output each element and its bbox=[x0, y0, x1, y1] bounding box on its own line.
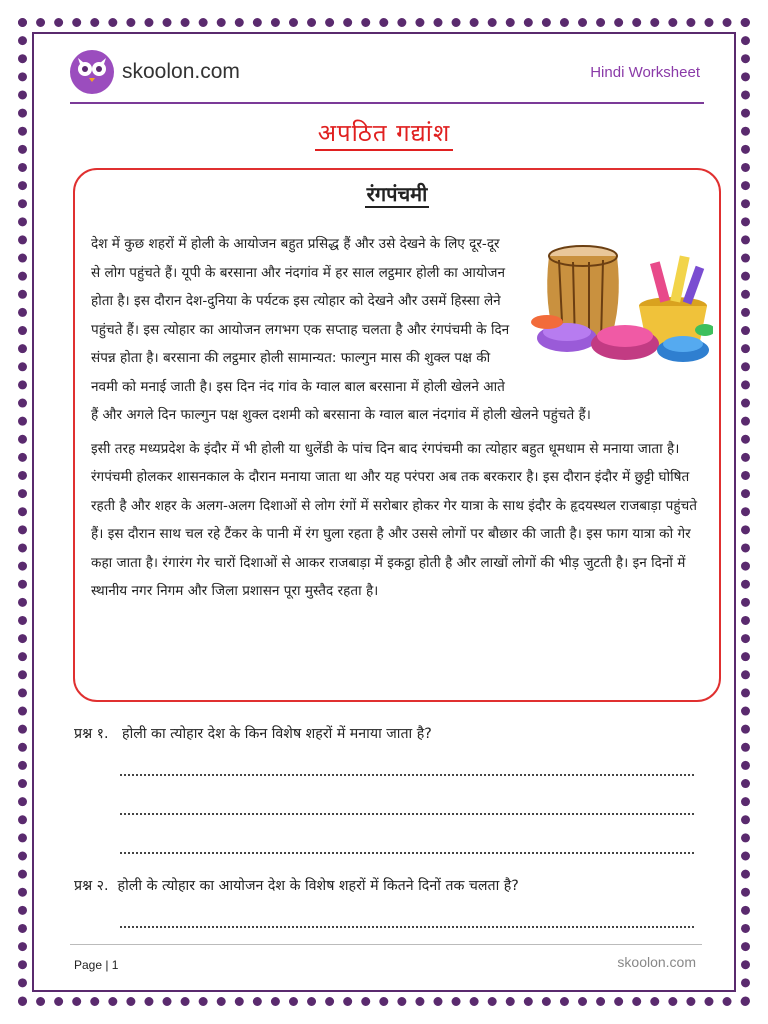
question-label: प्रश्न २. bbox=[74, 878, 109, 894]
answer-line[interactable] bbox=[120, 813, 694, 815]
answer-line[interactable] bbox=[120, 926, 694, 928]
footer-site: skoolon.com bbox=[617, 954, 696, 970]
passage-text bbox=[91, 230, 705, 606]
passage-box bbox=[73, 168, 721, 702]
answer-line[interactable] bbox=[120, 852, 694, 854]
header bbox=[36, 36, 732, 102]
paragraph-2: इसी तरह मध्यप्रदेश के इंदौर में भी होली या धुलेंडी के पांच दिन बाद रंगपंचमी का त्योहार बहुत धूमधाम से मनाया जाता है। रंगपंचमी होलकर शासनकाल के दौरान मनाया जाता था और यह परंपरा अब तक बरकरार है। इस दौरान इंदौर में छुट्टी घोषित रहती है और शहर के अलग-अलग दिशाओं से लोग रंगों में सरोबार होकर गेर यात्रा के साथ इंदौर के हृदयस्थल राजबाड़ा पहुंचते हैं। इस दौरान साथ चल रहे टैंकर के पानी में रंग घुला रहता है और उससे लोगों पर बौछार की जाती है। इस फाग यात्रा को गेर कहा जाता है। रंगारंग गेर चारों दिशाओं से आकर राजबाड़ा में इकट्ठा होती है और लाखों लोगों की भीड़ जुटती है। इन दिनों में स्थानीय नगर निगम और जिला प्रशासन पूरा मुस्तैद रहता है। bbox=[91, 440, 697, 599]
worksheet bbox=[36, 36, 732, 988]
answer-line[interactable] bbox=[120, 774, 694, 776]
passage-heading: रंगपंचमी bbox=[366, 182, 428, 206]
question-text: होली के त्योहार का आयोजन देश के विशेष शहरों में कितने दिनों तक चलता है? bbox=[117, 878, 519, 894]
holi-drum-colors-icon bbox=[523, 226, 713, 376]
question-2 bbox=[74, 876, 519, 895]
logo-text: skoolon.com bbox=[122, 60, 240, 83]
page-number: Page | 1 bbox=[74, 958, 119, 972]
subject-label: Hindi Worksheet bbox=[590, 64, 700, 81]
owl-logo-icon bbox=[70, 50, 114, 94]
logo bbox=[70, 50, 240, 94]
question-label: प्रश्न १. bbox=[74, 726, 109, 742]
question-text: होली का त्योहार देश के किन विशेष शहरों में मनाया जाता है? bbox=[122, 726, 432, 742]
page-title: अपठित गद्यांश bbox=[36, 116, 732, 149]
paragraph-1: देश में कुछ शहरों में होली के आयोजन बहुत प्रसिद्ध हैं और उसे देखने के लिए दूर-दूर से लोग पहुंचते हैं। यूपी के बरसाना और नंदगांव में हर साल लट्ठमार होली का आयोजन होता है। इस दौरान देश-दुनिया के पर्यटक इस त्योहार को देखने और उसमें हिस्सा लेने पहुंचते हैं। इस त्योहार का आयोजन लगभग एक सप्ताह चलता है और रंगपंचमी के दिन संपन्न होता है। बरसाना की लट्ठमार होली सामान्यत: फाल्गुन मास की शुक्ल पक्ष की नवमी को मनाई जाती है। इस दिन नंद गांव के ग्वाल बाल बरसाना में होली खेलने आते हैं और अगले दिन फाल्गुन पक्ष शुक्ल दशमी को बरसाना के ग्वाल बाल नंदगांव में होली खेलने पहुंचते हैं। bbox=[91, 236, 591, 423]
footer-divider bbox=[70, 944, 702, 945]
question-1 bbox=[74, 724, 432, 743]
header-divider bbox=[70, 102, 704, 104]
